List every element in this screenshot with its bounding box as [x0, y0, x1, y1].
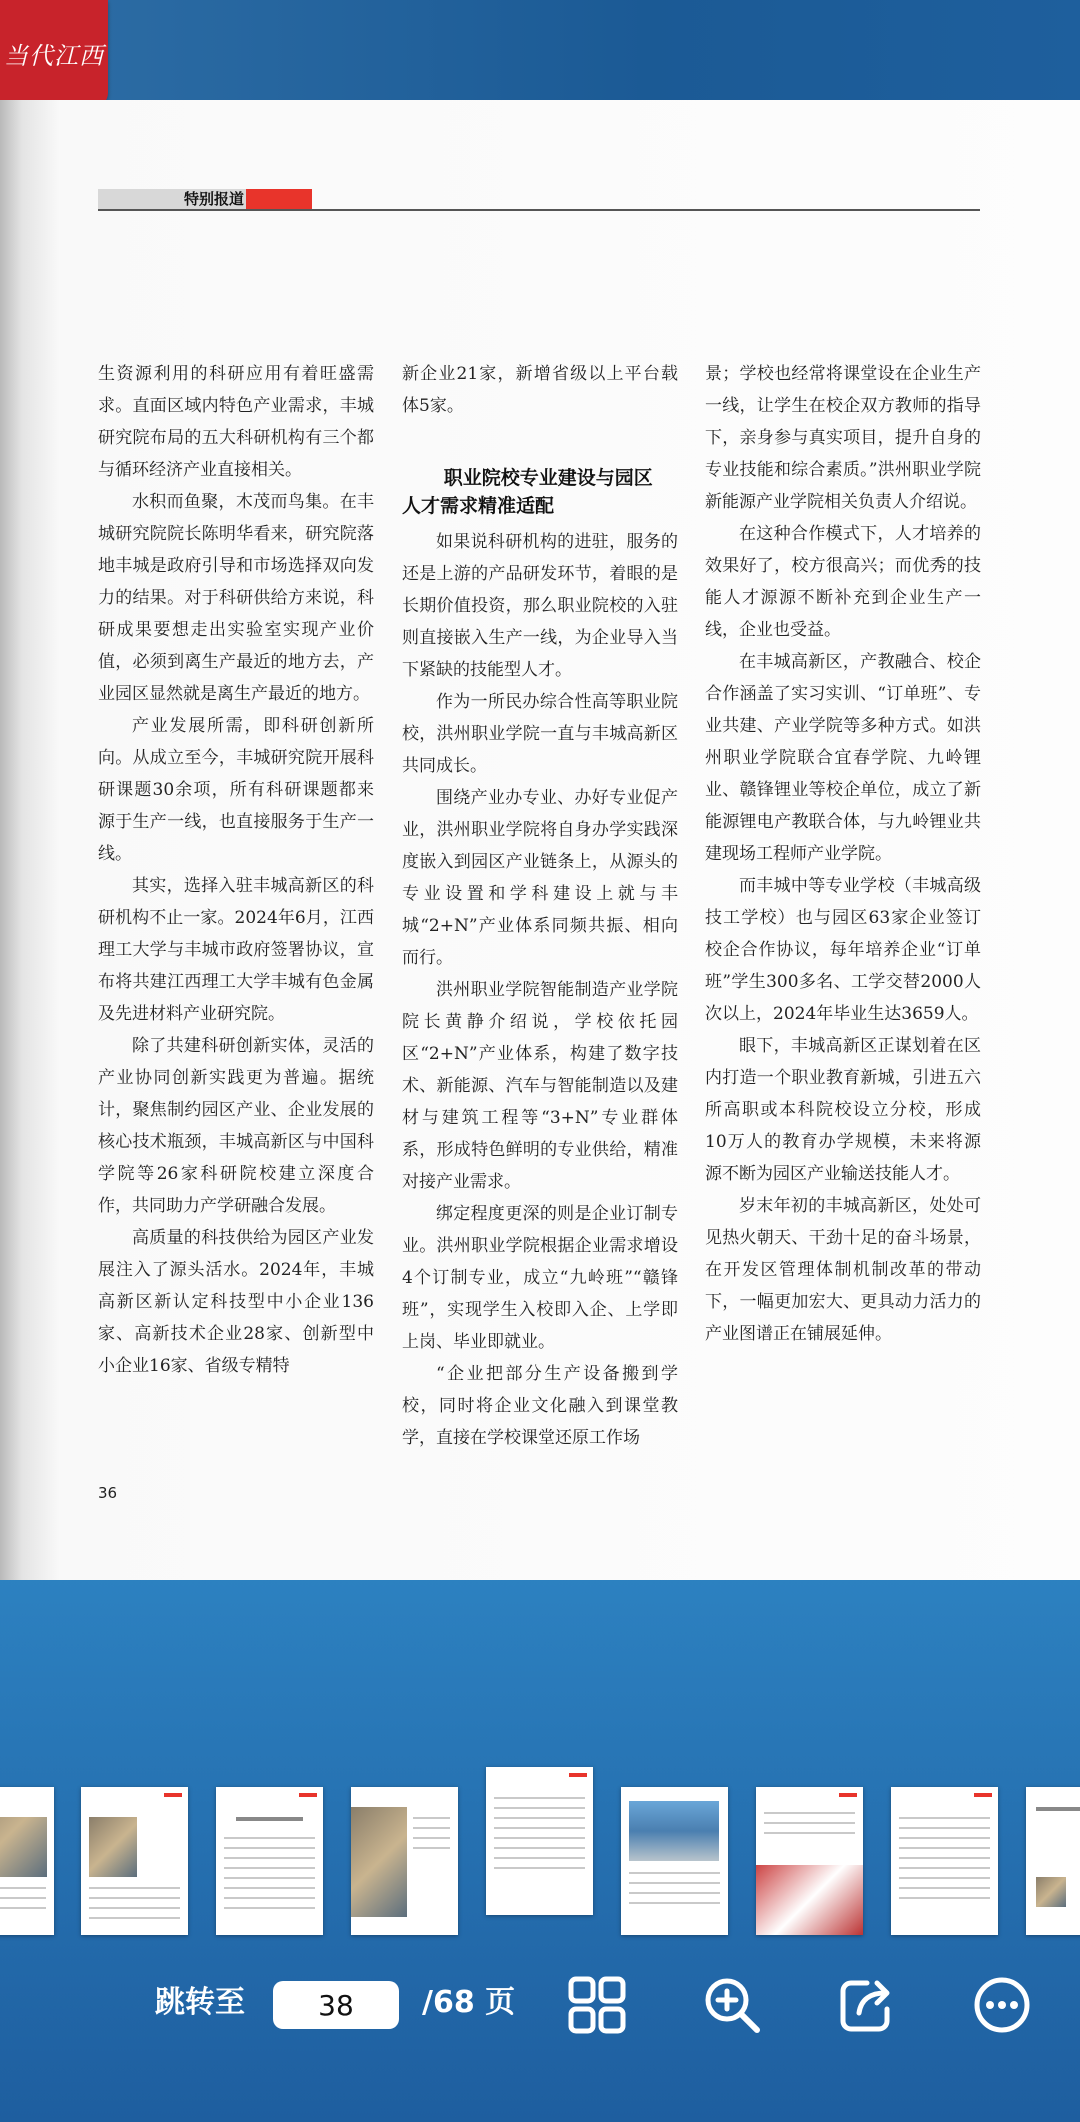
paragraph: 洪州职业学院智能制造产业学院院长黄静介绍说，学校依托园区“2+N”产业体系，构建了数字技术、新能源、汽车与智能制造以及建材与建筑工程等“3+N”专业群体系，形成特色鲜明的专业供给，精准对接产业需求。 — [402, 980, 678, 1192]
total-pages-label: /68 页 — [422, 1985, 516, 2020]
page-thumbnail[interactable] — [891, 1787, 998, 1935]
article-column-1 — [98, 358, 374, 1382]
paragraph: 围绕产业办专业、办好专业促产业，洪州职业学院将自身办学实践深度嵌入到园区产业链条上，从源头的专业设置和学科建设上就与丰城“2+N”产业体系同频共振、相向而行。 — [402, 788, 678, 968]
zoom-in-icon[interactable] — [702, 1975, 762, 2035]
more-icon[interactable] — [972, 1975, 1032, 2035]
paragraph: 在这种合作模式下，人才培养的效果好了，校方很高兴；而优秀的技能人才源源不断补充到企业生产一线，企业也受益。 — [705, 524, 981, 640]
article-column-2 — [402, 358, 678, 1454]
paragraph: 如果说科研机构的进驻，服务的还是上游的产品研发环节，着眼的是长期价值投资，那么职业院校的入驻则直接嵌入生产一线，为企业导入当下紧缺的技能型人才。 — [402, 532, 678, 680]
page-number: 36 — [98, 1484, 118, 1502]
paragraph: 其实，选择入驻丰城高新区的科研机构不止一家。2024年6月，江西理工大学与丰城市政府签署协议，宣布将共建江西理工大学丰城有色金属及先进材料产业研究院。 — [98, 876, 374, 1024]
section-label: 特别报道 — [184, 190, 245, 208]
page-thumbnail[interactable] — [81, 1787, 188, 1935]
subheading: 职业院校专业建设与园区 人才需求精准适配 — [402, 467, 653, 517]
paragraph: 绑定程度更深的则是企业订制专业。洪州职业学院根据企业需求增设4个订制专业，成立“九岭班”“赣锋班”，实现学生入校即入企、上学即上岗、毕业即就业。 — [402, 1204, 678, 1352]
magazine-logo[interactable]: 当代江西 — [0, 0, 108, 107]
paragraph: “企业把部分生产设备搬到学校，同时将企业文化融入到课堂教学，直接在学校课堂还原工作场 — [402, 1364, 678, 1448]
page-number-input[interactable] — [273, 1981, 399, 2029]
section-header — [98, 189, 980, 211]
page-thumbnail-strip[interactable] — [0, 1765, 1080, 1945]
paragraph: 水积而鱼聚，木茂而鸟集。在丰城研究院院长陈明华看来，研究院落地丰城是政府引导和市场选择双向发力的结果。对于科研供给方来说，科研成果要想走出实验室实现产业价值，必须到离生产最近的地方去，产业园区显然就是离生产最近的地方。 — [98, 492, 374, 704]
paragraph: 眼下，丰城高新区正谋划着在区内打造一个职业教育新城，引进五六所高职或本科院校设立分校，形成10万人的教育办学规模，未来将源源不断为园区产业输送技能人才。 — [705, 1036, 981, 1184]
page-thumbnail[interactable] — [351, 1787, 458, 1935]
paragraph: 高质量的科技供给为园区产业发展注入了源头活水。2024年，丰城高新区新认定科技型中小企业136家、高新技术企业28家、创新型中小企业16家、省级专精特 — [98, 1228, 374, 1376]
bottom-toolbar — [0, 1945, 1080, 2122]
page-thumbnail[interactable] — [621, 1787, 728, 1935]
paragraph: 岁末年初的丰城高新区，处处可见热火朝天、干劲十足的奋斗场景，在开发区管理体制机制改革的带动下，一幅更加宏大、更具动力活力的产业图谱正在铺展延伸。 — [705, 1196, 981, 1344]
page-thumbnail[interactable] — [756, 1787, 863, 1935]
page-thumbnail[interactable] — [1026, 1787, 1080, 1935]
paragraph: 生资源利用的科研应用有着旺盛需求。直面区域内特色产业需求，丰城研究院布局的五大科研机构有三个都与循环经济产业直接相关。 — [98, 364, 374, 480]
grid-icon[interactable] — [567, 1975, 627, 2035]
paragraph: 而丰城中等专业学校（丰城高级技工学校）也与园区63家企业签订校企合作协议，每年培养企业“订单班”学生300多名、工学交替2000人次以上，2024年毕业生达3659人。 — [705, 876, 981, 1024]
share-icon[interactable] — [837, 1975, 897, 2035]
paragraph: 产业发展所需，即科研创新所向。从成立至今，丰城研究院开展科研课题30余项，所有科研课题都来源于生产一线，也直接服务于生产一线。 — [98, 716, 374, 864]
page-thumbnail[interactable] — [0, 1787, 54, 1935]
magazine-page — [0, 100, 1080, 1580]
top-bar — [0, 0, 1080, 100]
paragraph: 在丰城高新区，产教融合、校企合作涵盖了实习实训、“订单班”、专业共建、产业学院等多种方式。如洪州职业学院联合宜春学院、九岭锂业、赣锋锂业等校企单位，成立了新能源锂电产教联合体，与九岭锂业共建现场工程师产业学院。 — [705, 652, 981, 864]
article-column-3 — [705, 358, 981, 1350]
page-thumbnail[interactable] — [216, 1787, 323, 1935]
page-thumbnail-current[interactable] — [486, 1767, 593, 1915]
paragraph: 除了共建科研创新实体，灵活的产业协同创新实践更为普遍。据统计，聚焦制约园区产业、企业发展的核心技术瓶颈，丰城高新区与中国科学院等26家科研院校建立深度合作，共同助力产学研融合发展。 — [98, 1036, 374, 1216]
paragraph: 新企业21家，新增省级以上平台载体5家。 — [402, 364, 678, 416]
paragraph: 景；学校也经常将课堂设在企业生产一线，让学生在校企双方教师的指导下，亲身参与真实项目，提升自身的专业技能和综合素质。”洪州职业学院新能源产业学院相关负责人介绍说。 — [705, 364, 981, 512]
paragraph: 作为一所民办综合性高等职业院校，洪州职业学院一直与丰城高新区共同成长。 — [402, 692, 678, 776]
jump-to-label: 跳转至 — [155, 1985, 245, 2020]
